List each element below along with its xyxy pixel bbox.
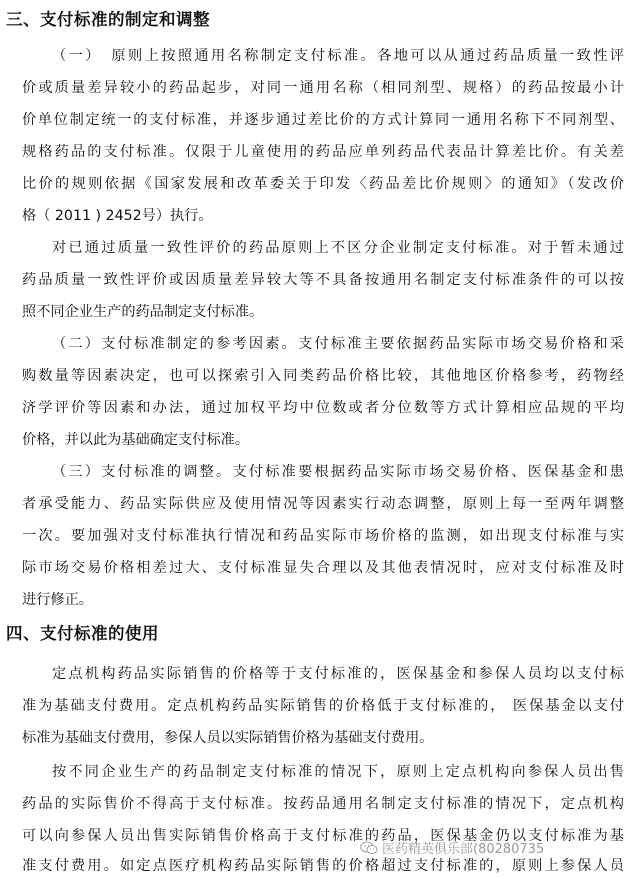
s3-p3-line-3: 济学评价等因素和办法，通过加权平均中位数或者分位数等方式计算相应品规的平均 [22, 400, 624, 416]
s3-p3-line-2: 购数量等因素决定，也可以探索引入同类药品价格比较，其他地区价格参考，药物经 [22, 368, 624, 384]
s4-p2-line-2: 药品的实际售价不得高于支付标准。按药品通用名制定支付标准的情况下，定点机构 [22, 796, 624, 812]
s4-p2-line-3: 可以向参保人员出售实际销售价格高于支付标准的药品，医保基金仍以支付标准为基 [22, 828, 624, 844]
s4-p1-line-3: 标准为基础支付费用，参保人员以实际销售价格为基础支付费用。 [22, 730, 434, 746]
s3-p2-line-2: 药品质量一致性评价或因质量差异较大等不具备按通用名制定支付标准条件的可以按 [22, 272, 624, 288]
watermark [360, 838, 544, 857]
s4-p1-line-1: 定点机构药品实际销售的价格等于支付标准的，医保基金和参保人员均以支付标 [52, 666, 624, 682]
s3-p3-line-1: （二）支付标准制定的参考因素。支付标准主要依据药品实际市场交易价格和采 [52, 336, 624, 352]
s4-p2-line-4: 准支付费用。如定点医疗机构药品实际销售的价格超过支付标准的，原则上参保人员 [22, 858, 624, 874]
s3-p1-line-1: （一） 原则上按照通用名称制定支付标准。各地可以从通过药品质量一致性评 [52, 48, 624, 64]
s3-p4-line-5: 进行修正。 [22, 592, 93, 608]
s4-p2-line-1: 按不同企业生产的药品制定支付标准的情况下，原则上定点机构向参保人员出售 [52, 764, 624, 780]
section-4-heading: 四、支付标准的使用 [6, 624, 159, 643]
s3-p2-line-3: 照不同企业生产的药品制定支付标准。 [22, 304, 264, 320]
wechat-icon [360, 841, 378, 855]
s4-p1-line-2: 准为基础支付费用。定点机构药品实际销售的价格低于支付标准的， 医保基金以支付 [22, 698, 624, 714]
s3-p2-line-1: 对已通过质量一致性评价的药品原则上不区分企业制定支付标准。对于暂未通过 [52, 240, 624, 256]
s3-p3-line-4: 价格，并以此为基础确定支付标准。 [22, 432, 250, 448]
s3-p4-line-1: （三）支付标准的调整。支付标准要根据药品实际市场交易价格、医保基金和患 [52, 464, 624, 480]
s3-p4-line-4: 际市场交易价格相差过大、支付标准显失合理以及其他表情况时，应对支付标准及时 [22, 560, 624, 576]
s3-p1-line-5: 比价的规则依据《国家发展和改革委关于印发〈药品差比价规则〉的通知》（发改价 [22, 176, 624, 192]
s3-p1-line-6: 格（ 2011 ) 2452号）执行。 [22, 208, 213, 224]
s3-p1-line-2: 价或质量差异较小的药品起步，对同一通用名称（相同剂型、规格）的药品按最小计 [22, 80, 624, 96]
s3-p1-line-3: 价单位制定统一的支付标准，并逐步通过差比价的方式计算同一通用名称下不同剂型、 [22, 112, 624, 128]
section-3-heading: 三、支付标准的制定和调整 [6, 10, 210, 29]
watermark-text: 医药精英俱乐部(80280735 [382, 842, 545, 857]
s3-p1-line-4: 规格药品的支付标准。仅限于儿童使用的药品应单列药品代表品计算差比价。有关差 [22, 144, 624, 160]
s3-p4-line-3: 一次。要加强对支付标准执行情况和药品实际市场价格的监测，如出现支付标准与实 [22, 528, 624, 544]
s3-p4-line-2: 者承受能力、药品实际供应及使用情况等因素实行动态调整，原则上每一至两年调整 [22, 496, 624, 512]
